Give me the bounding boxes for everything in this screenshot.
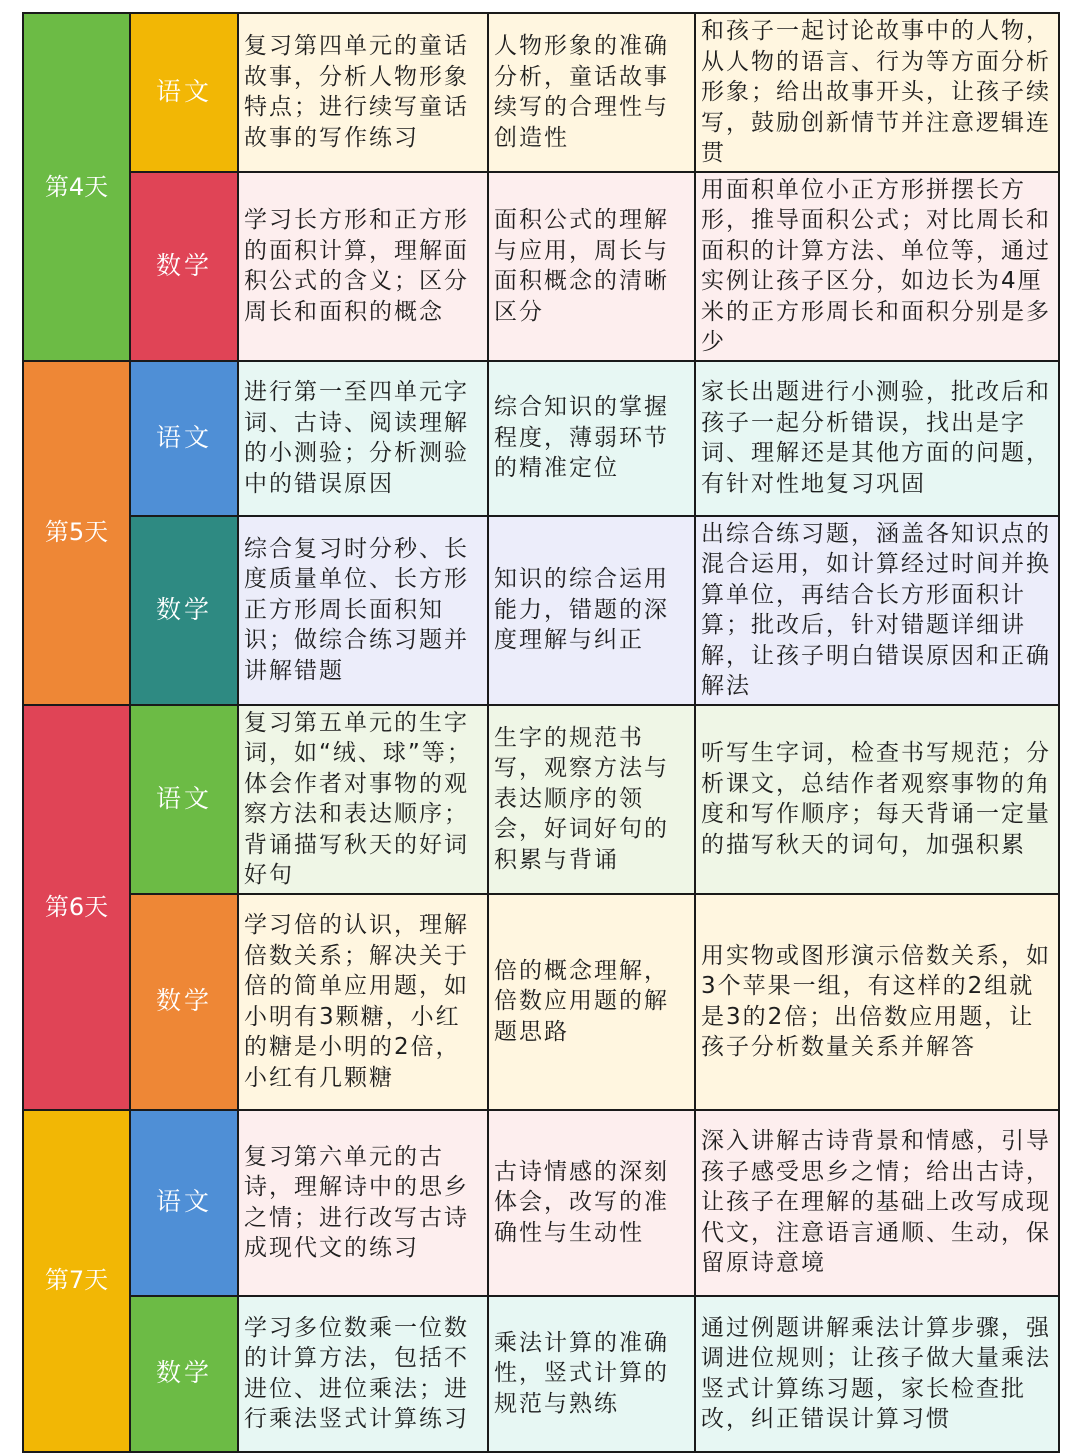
content-cell: 复习第六单元的古诗，理解诗中的思乡之情；进行改写古诗成现代文的练习 (238, 1110, 488, 1296)
content-cell: 综合复习时分秒、长度质量单位、长方形正方形周长面积知识；做综合练习题并讲解错题 (238, 516, 488, 705)
method-cell: 用面积单位小正方形拼摆长方形，推导面积公式；对比周长和面积的计算方法、单位等，通过实例让孩子区分，如边长为4厘米的正方形周长和面积分别是多少 (695, 172, 1059, 361)
content-cell: 学习长方形和正方形的面积计算，理解面积公式的含义；区分周长和面积的概念 (238, 172, 488, 361)
subject-cell: 数学 (130, 172, 238, 361)
subject-cell: 数学 (130, 894, 238, 1110)
method-cell: 用实物或图形演示倍数关系，如3个苹果一组，有这样的2组就是3的2倍；出倍数应用题，让孩子分析数量关系并解答 (695, 894, 1059, 1110)
day-label-4: 第4天 (23, 13, 130, 361)
focus-cell: 面积公式的理解与应用，周长与面积概念的清晰区分 (488, 172, 695, 361)
day-label-7: 第7天 (23, 1110, 130, 1452)
review-plan-table (22, 12, 1060, 1453)
method-cell: 通过例题讲解乘法计算步骤，强调进位规则；让孩子做大量乘法竖式计算练习题，家长检查批改，纠正错误计算习惯 (695, 1296, 1059, 1452)
table-row (23, 361, 1059, 516)
subject-cell: 数学 (130, 1296, 238, 1452)
table-row (23, 705, 1059, 894)
table-row (23, 13, 1059, 172)
subject-cell: 语文 (130, 361, 238, 516)
subject-cell: 数学 (130, 516, 238, 705)
table-row (23, 1110, 1059, 1296)
day-label-6: 第6天 (23, 705, 130, 1110)
content-cell: 复习第五单元的生字词，如“绒、球”等；体会作者对事物的观察方法和表达顺序；背诵描写秋天的好词好句 (238, 705, 488, 894)
focus-cell: 知识的综合运用能力，错题的深度理解与纠正 (488, 516, 695, 705)
content-cell: 复习第四单元的童话故事，分析人物形象特点；进行续写童话故事的写作练习 (238, 13, 488, 172)
table-row (23, 516, 1059, 705)
method-cell: 和孩子一起讨论故事中的人物，从人物的语言、行为等方面分析形象；给出故事开头，让孩子续写，鼓励创新情节并注意逻辑连贯 (695, 13, 1059, 172)
focus-cell: 综合知识的掌握程度，薄弱环节的精准定位 (488, 361, 695, 516)
focus-cell: 乘法计算的准确性，竖式计算的规范与熟练 (488, 1296, 695, 1452)
table-row (23, 1296, 1059, 1452)
focus-cell: 人物形象的准确分析，童话故事续写的合理性与创造性 (488, 13, 695, 172)
subject-cell: 语文 (130, 705, 238, 894)
subject-cell: 语文 (130, 13, 238, 172)
table-row (23, 894, 1059, 1110)
focus-cell: 古诗情感的深刻体会，改写的准确性与生动性 (488, 1110, 695, 1296)
content-cell: 学习倍的认识，理解倍数关系；解决关于倍的简单应用题，如小明有3颗糖，小红的糖是小明的2倍，小红有几颗糖 (238, 894, 488, 1110)
method-cell: 出综合练习题，涵盖各知识点的混合运用，如计算经过时间并换算单位，再结合长方形面积计算；批改后，针对错题详细讲解，让孩子明白错误原因和正确解法 (695, 516, 1059, 705)
table-row (23, 172, 1059, 361)
method-cell: 家长出题进行小测验，批改后和孩子一起分析错误，找出是字词、理解还是其他方面的问题，有针对性地复习巩固 (695, 361, 1059, 516)
schedule-page (22, 12, 1058, 1434)
subject-cell: 语文 (130, 1110, 238, 1296)
method-cell: 深入讲解古诗背景和情感，引导孩子感受思乡之情；给出古诗，让孩子在理解的基础上改写成现代文，注意语言通顺、生动，保留原诗意境 (695, 1110, 1059, 1296)
content-cell: 进行第一至四单元字词、古诗、阅读理解的小测验；分析测验中的错误原因 (238, 361, 488, 516)
day-label-5: 第5天 (23, 361, 130, 705)
content-cell: 学习多位数乘一位数的计算方法，包括不进位、进位乘法；进行乘法竖式计算练习 (238, 1296, 488, 1452)
focus-cell: 倍的概念理解，倍数应用题的解题思路 (488, 894, 695, 1110)
focus-cell: 生字的规范书写，观察方法与表达顺序的领会，好词好句的积累与背诵 (488, 705, 695, 894)
method-cell: 听写生字词，检查书写规范；分析课文，总结作者观察事物的角度和写作顺序；每天背诵一定量的描写秋天的词句，加强积累 (695, 705, 1059, 894)
